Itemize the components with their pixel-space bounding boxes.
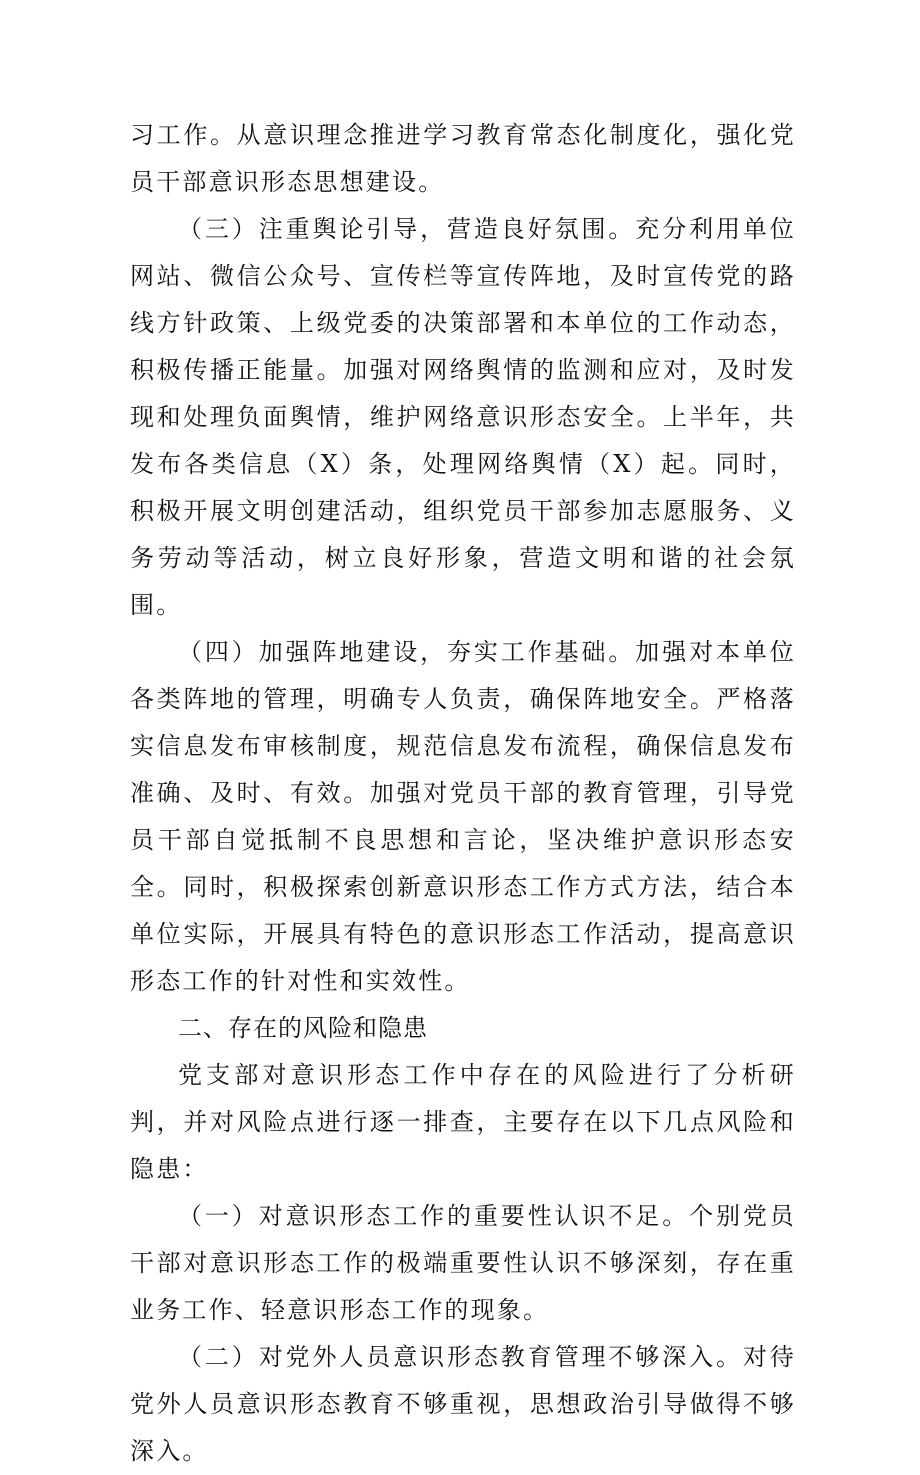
document-page	[130, 112, 796, 1475]
paragraph-risk-one: （一）对意识形态工作的重要性认识不足。个别党员干部对意识形态工作的极端重要性认识不够深刻，存在重业务工作、轻意识形态工作的现象。	[130, 1202, 796, 1324]
paragraph-risk-two: （二）对党外人员意识形态教育管理不够深入。对待党外人员意识形态教育不够重视，思想政治引导做得不够深入。	[130, 1343, 796, 1465]
section-heading-risks: 二、存在的风险和隐患	[178, 1014, 428, 1042]
paragraph-risk-intro: 党支部对意识形态工作中存在的风险进行了分析研判，并对风险点进行逐一排查，主要存在以下几点风险和隐患：	[130, 1061, 796, 1183]
paragraph-position-building: （四）加强阵地建设，夯实工作基础。加强对本单位各类阵地的管理，明确专人负责，确保阵地安全。严格落实信息发布审核制度，规范信息发布流程，确保信息发布准确、及时、有效。加强对党员干部的教育管理，引导党员干部自觉抵制不良思想和言论，坚决维护意识形态安全。同时，积极探索创新意识形态工作方式方法，结合本单位实际，开展具有特色的意识形态工作活动，提高意识形态工作的针对性和实效性。	[130, 638, 796, 995]
paragraph-public-opinion: （三）注重舆论引导，营造良好氛围。充分利用单位网站、微信公众号、宣传栏等宣传阵地，及时宣传党的路线方针政策、上级党委的决策部署和本单位的工作动态，积极传播正能量。加强对网络舆情的监测和应对，及时发现和处理负面舆情，维护网络意识形态安全。上半年，共发布各类信息（X）条，处理网络舆情（X）起。同时，积极开展文明创建活动，组织党员干部参加志愿服务、义务劳动等活动，树立良好形象，营造文明和谐的社会氛围。	[130, 215, 796, 619]
paragraph-continuation: 习工作。从意识理念推进学习教育常态化制度化，强化党员干部意识形态思想建设。	[130, 121, 796, 196]
